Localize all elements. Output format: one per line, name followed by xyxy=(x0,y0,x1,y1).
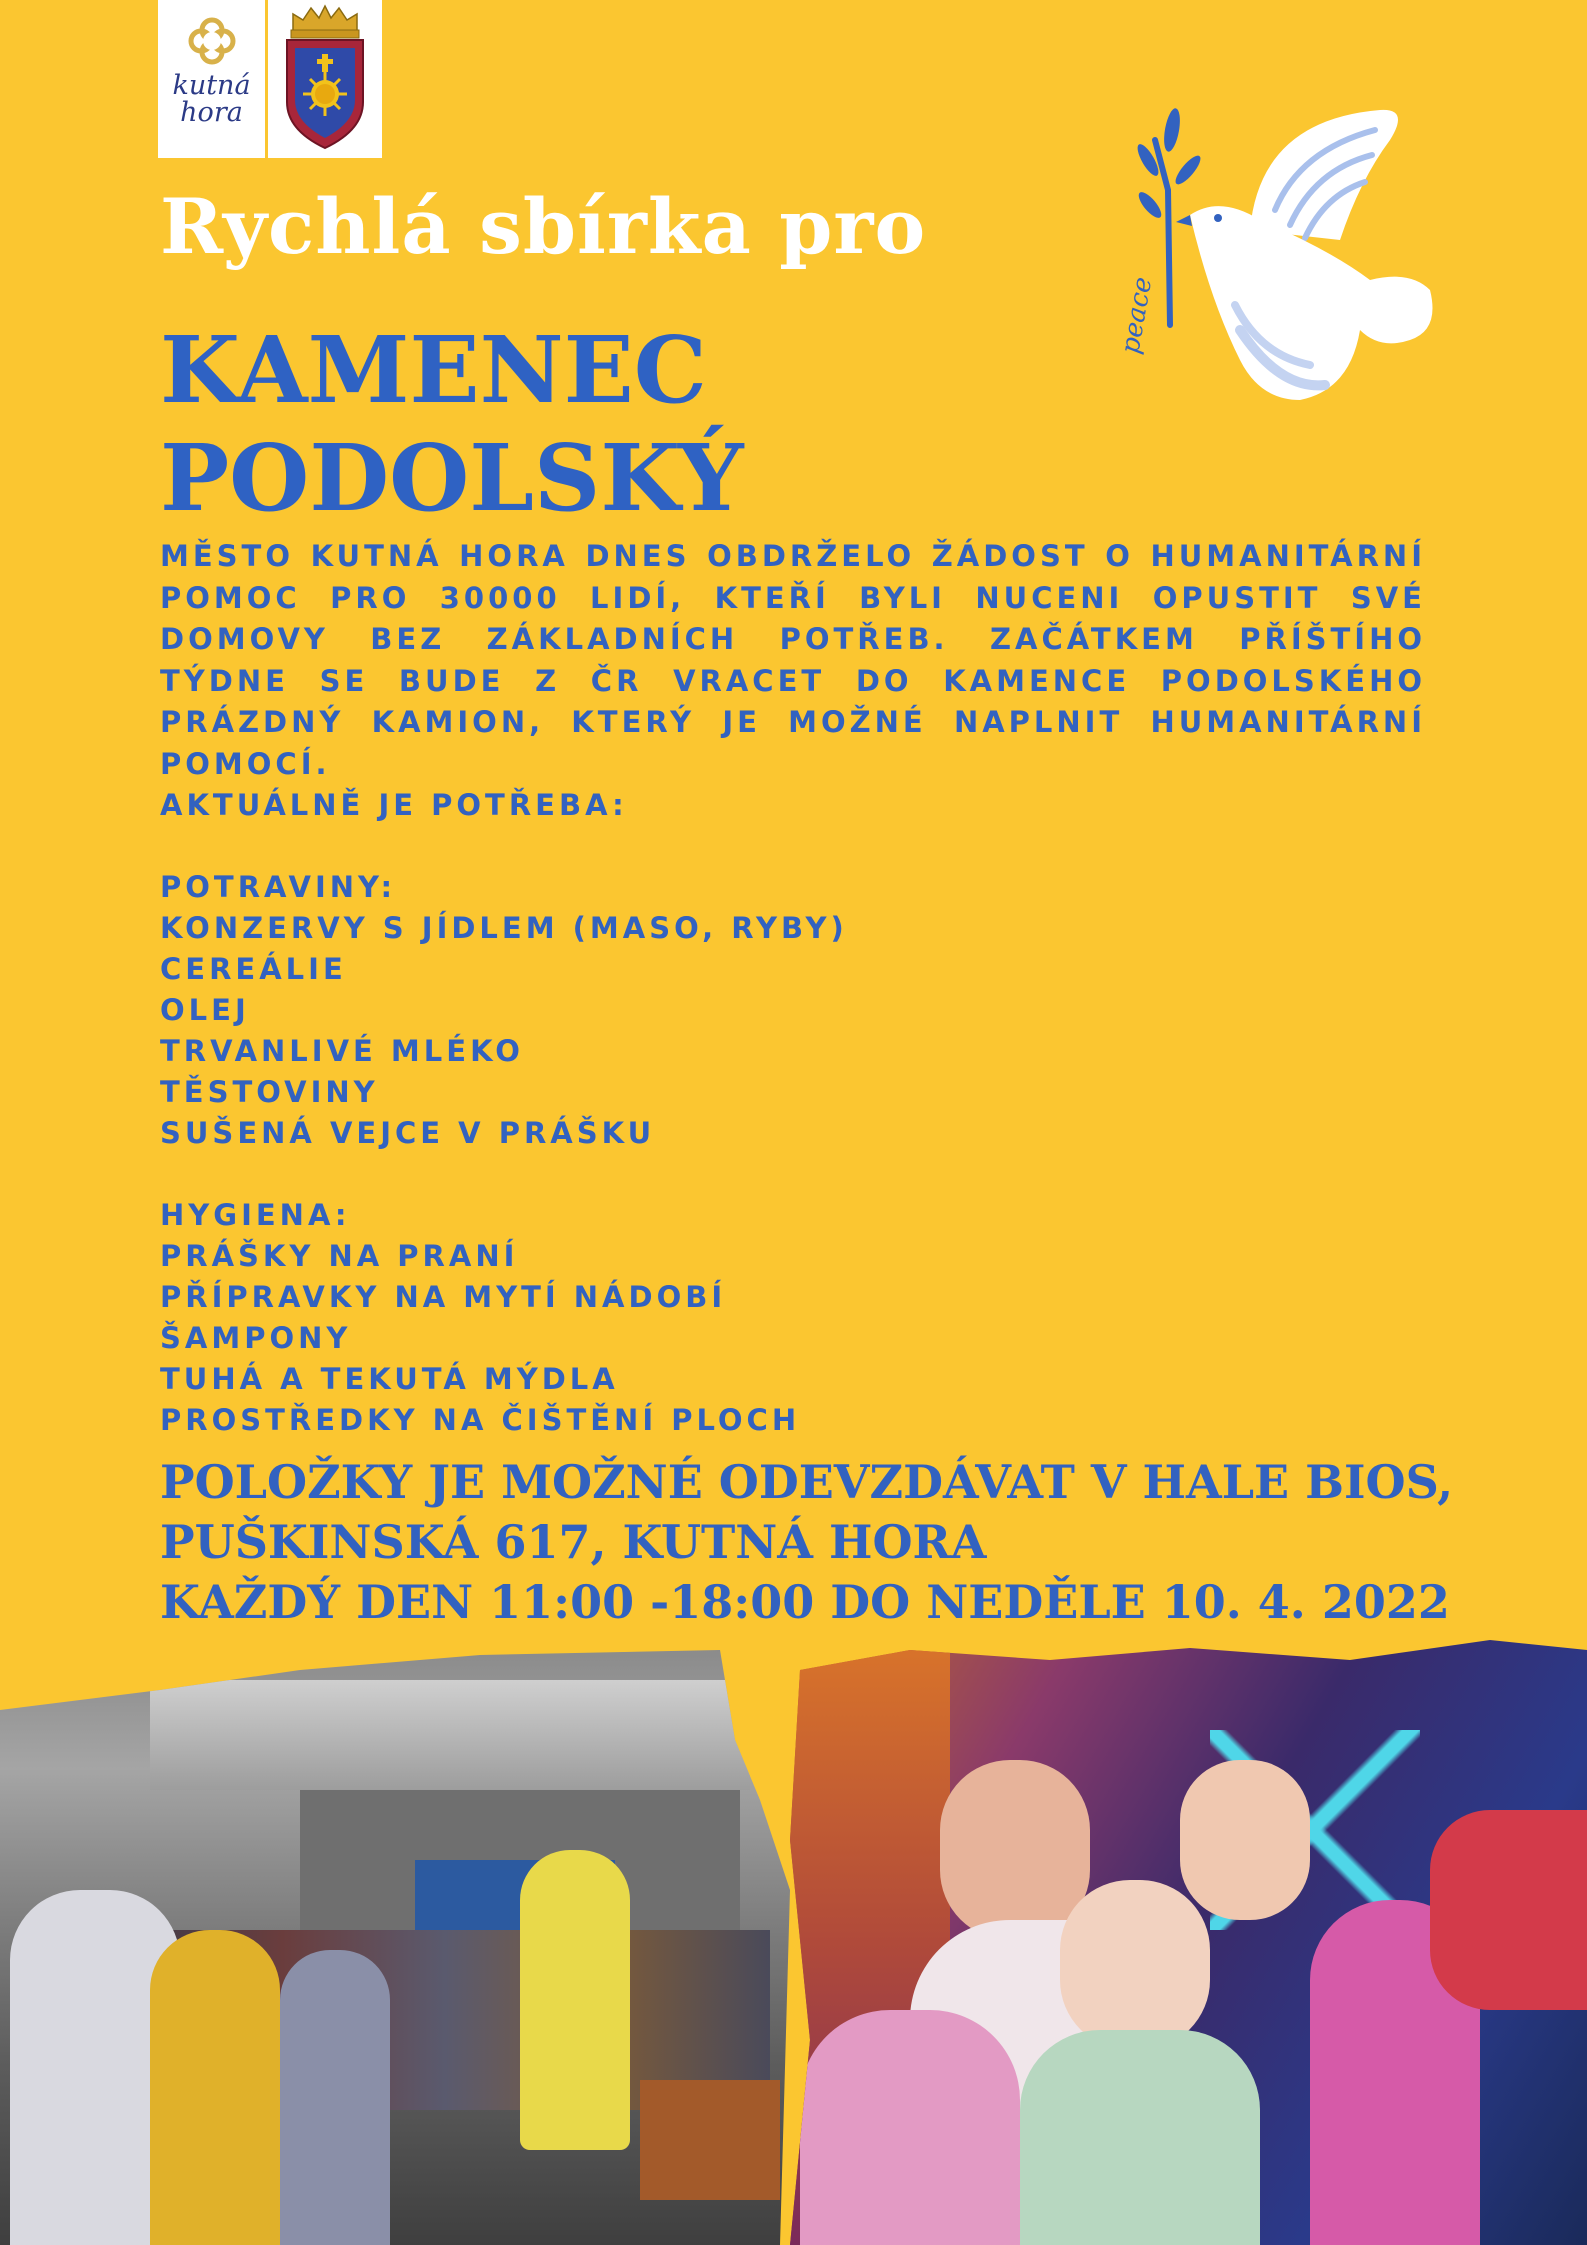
intro-paragraph: MĚSTO KUTNÁ HORA DNES OBDRŽELO ŽÁDOST O HUMANITÁRNÍ POMOC PRO 30000 LIDÍ, KTEŘÍ BYLI NUCENI OPUSTIT SVÉ DOMOVY BEZ ZÁKLADNÍCH POTŘEB. ZAČÁTKEM PŘÍŠTÍHO TÝDNE SE BUDE Z ČR VRACET DO KAMENCE PODOLSKÉHO PRÁZDNÝ KAMION, KTERÝ JE MOŽNÉ NAPLNIT HUMANITÁRNÍ POMOCÍ. xyxy=(160,539,1426,781)
dropoff-line-2: PUŠKINSKÁ 617, KUTNÁ HORA xyxy=(160,1515,987,1569)
logo-word-1: kutná xyxy=(172,70,251,101)
hygiene-heading: HYGIENA: xyxy=(160,1198,351,1232)
list-item: PŘÍPRAVKY NA MYTÍ NÁDOBÍ xyxy=(160,1280,727,1314)
list-item: TĚSTOVINY xyxy=(160,1075,379,1109)
list-item: KONZERVY S JÍDLEM (MASO, RYBY) xyxy=(160,911,848,945)
dropoff-info xyxy=(160,1452,1453,1632)
food-list xyxy=(160,867,848,1154)
hygiene-list xyxy=(160,1195,800,1441)
list-item: PRÁŠKY NA PRANÍ xyxy=(160,1239,519,1273)
dropoff-line-3: KAŽDÝ DEN 11:00 -18:00 DO NEDĚLE 10. 4. 2022 xyxy=(160,1575,1450,1629)
logo-word-2: hora xyxy=(180,97,243,128)
list-item: PROSTŘEDKY NA ČIŠTĚNÍ PLOCH xyxy=(160,1403,801,1437)
list-item: TRVANLIVÉ MLÉKO xyxy=(160,1034,524,1068)
peace-dove-icon xyxy=(1110,100,1440,430)
dove-word: peace xyxy=(1115,274,1159,357)
list-item: CEREÁLIE xyxy=(160,952,347,986)
quatrefoil-icon xyxy=(187,16,237,66)
list-item: ŠAMPONY xyxy=(160,1321,352,1355)
list-item: TUHÁ A TEKUTÁ MÝDLA xyxy=(160,1362,619,1396)
subtitle: Rychlá sbírka pro xyxy=(160,182,927,271)
kutna-hora-logo xyxy=(158,0,265,158)
food-heading: POTRAVINY: xyxy=(160,870,397,904)
title-line-2: PODOLSKÝ xyxy=(160,424,744,532)
photo-collection-hall xyxy=(0,1650,790,2245)
title-line-1: KAMENEC xyxy=(160,316,708,424)
main-title xyxy=(160,316,744,532)
dropoff-line-1: POLOŽKY JE MOŽNÉ ODEVZDÁVAT V HALE BIOS, xyxy=(160,1455,1454,1509)
list-item: SUŠENÁ VEJCE V PRÁŠKU xyxy=(160,1116,656,1150)
city-crest-box xyxy=(268,0,382,158)
photo-children xyxy=(790,1640,1587,2245)
list-item: OLEJ xyxy=(160,993,250,1027)
needs-heading: AKTUÁLNĚ JE POTŘEBA: xyxy=(160,788,628,822)
city-crest-icon xyxy=(275,2,375,152)
